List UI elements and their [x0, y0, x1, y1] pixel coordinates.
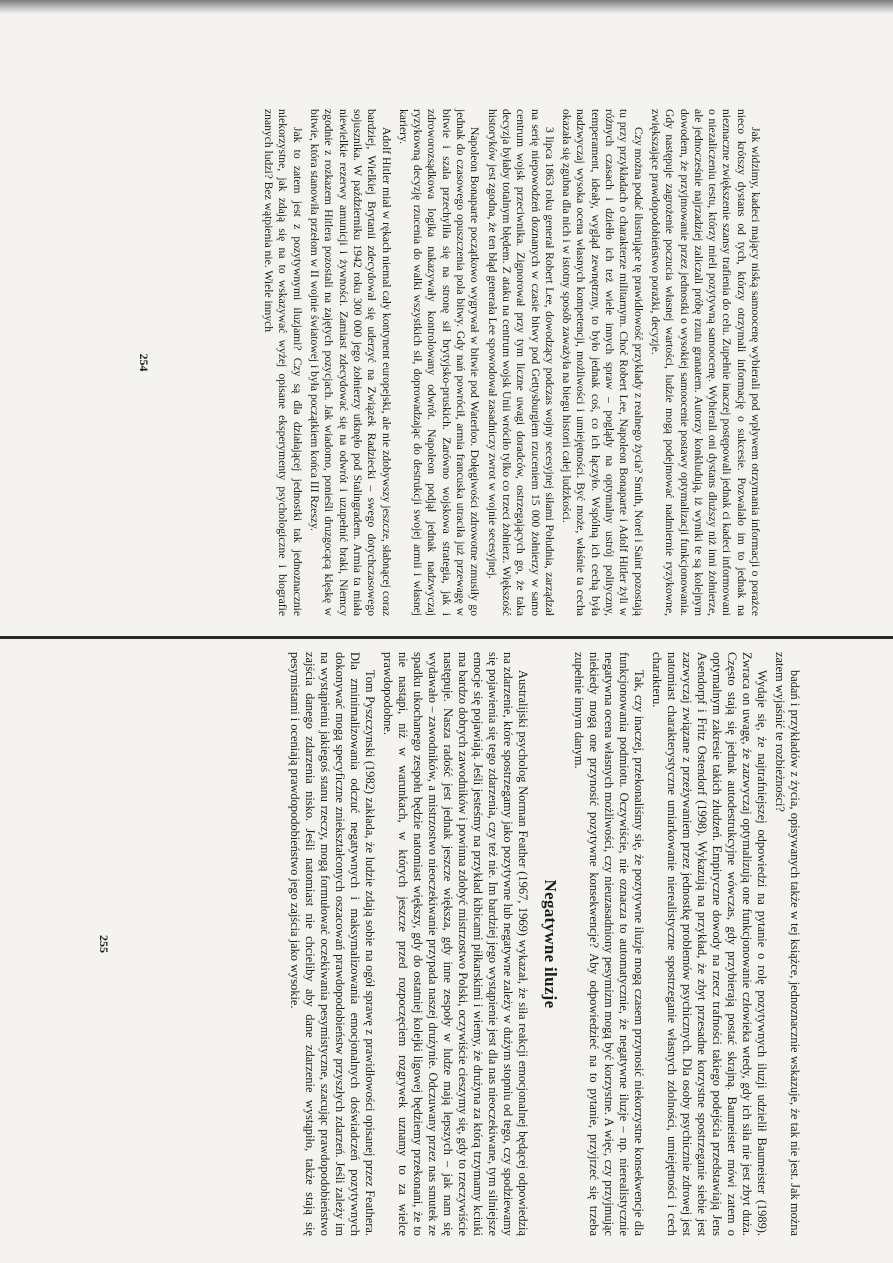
page-255 [88, 648, 808, 1240]
paragraph: Wydaje się, że najtrafniejszej odpowiedzi na pytanie o rolę pozytywnych iluzji udzielił Baumeister (1989). Zwraca on uwagę, że zazwyczaj optymalizują one funkcjonowanie człowieka wtedy, gdy ich siła nie jest zbyt duża. Często stają się jednak autodestrukcyjne wówczas, gdy przybierają postać skrajną. Baumeister mówi zatem o optymalnym zakresie takich złudzeń. Empiryczne dowody na rzecz trafności takiego podejścia przedstawiają Jens Asendorpf i Fritz Ostendorf (1998). Wykazują na przykład, że zbyt przesadne korzystne spostrzeganie siebie jest zazwyczaj związane z przeżywaniem przez jednostkę problemów psychicznych. Dla osoby psychicznie zdrowej jest natomiast charakterystyczne umiarkowanie nierealistyczne spostrzeganie własnych zdolności, umiejętności i cech charakteru. [650, 652, 769, 1236]
page-254 [128, 105, 768, 620]
paragraph: Tak, czy inaczej, przekonaliśmy się, że pozytywne iluzje mogą czasem przynosić niekorzystne konsekwencje dla funkcjonowania podmiotu. Oczywiście, nie oznacza to automatycznie, że negatywne iluzje – np. nierealistycznie negatywna ocena własnych możliwości, czy nieuzasadniony pesymizm mogą być korzystne. A więc, czy przyjmując niekiedy mogą one przynosić pozytywne konsekwencje? Aby odpowiedzieć na to pytanie, przyjrzeć się trzeba zupełnie innym danym. [572, 652, 646, 1236]
paragraph: Australijski psycholog Norman Feather (1967, 1969) wykazał, że siła reakcji emocjonalnej będącej odpowiedzią na zdarzenie, które spostrzegamy jako pozytywne lub negatywne zależy w dużym stopniu od tego, czy spodziewamy się pojawienia się tego zdarzenia, czy też nie. Im bardziej jego wystąpienie jest dla nas nieoczekiwane, tym silniejsze emocje się pojawiają. Jeśli jesteśmy na przykład kibicami piłkarskimi i wiemy, że drużyna za którą trzymamy kciuki ma bardzo dobrych zawodników i powinna zdobyć mistrzostwo Polski, oczywiście cieszymy się, gdy to rzeczywiście następuje. Nasza radość jest jednak jeszcze większa, gdy inne zespoły w ludze mają lepszych – jak nam się wydawało – zawodników, a mistrzostwo nieoczekiwanie przypada naszej drużynie. Odczuwany przez nas smutek ze spadku ukochanego zespołu będzie natomiast większy, gdy do ostatniej kolejki ligowej będziemy przekonani, że to nie nastąpi, niż w warunkach, w których jeszcze przed rozpoczęciem rozgrywek uznamy to za wielce prawdopodobne. [381, 652, 530, 1236]
page-number: 254 [137, 353, 151, 372]
paragraph: Jak to zatem jest z pozytywnymi iluzjami? Czy są dla działającej jednostki tak jednoznacznie niekorzystne, jak zdają się na to wskazywać wyżej opisane eksperymenty psychologiczne i biografie znanych ludzi? Bez wątpienia nie. Wiele innych [262, 109, 304, 616]
section-heading: Negatywne iluzje [541, 879, 560, 1009]
paragraph: Adolf Hitler miał w rękach niemal cały kontynent europejski, ale nie zdobywszy jeszcze, słabnącej coraz bardziej, Wielkiej Brytanii zdecydował się uderzyć na Związek Radziecki – swego dotychczasowego sojusznika. W październiku 1942 roku 300 000 jego żołnierzy utknęło pod Stalingradem. Armia ta miała niewielkie rezerwy amunicji i żywności. Zamiast zdecydować się na odwrót i uzupełnić braki, Niemcy zgodnie z rozkazem Hitlera pozostali na zajętych pozycjach. Jak wiadomo, ponieśli druzgocącą klęskę w bitwie, która stanowiła przełom w II wojnie światowej i była początkiem końca III Rzeszy. [308, 109, 393, 616]
paragraph: Czy można podać ilustrujące tę prawidłowość przykłady z realnego życia? Smith, Norel i Saint pozostają tu przy przykładach o charakterze militarnym. Choć Robert Lee, Napoleon Bonaparte i Adolf Hitler żyli w różnych czasach i dziełło ich też wiele innych spraw – poglądy na optymalny ustrój polityczny, temperament, ideały, wygląd zewnętrzny, to było jednak coś, co ich łączyło. Wspólną ich cechą była nadzwyczaj wysoka ocena własnych kompetencji, możliwości i umiejętności. Być może, właśnie ta cecha okazała się zgubna dla nich i w istotny sposób zaważyła na biegu historii całej ludzkości. [560, 109, 645, 616]
paragraph: Napoleon Bonaparte początkowo wygrywał w bitwie pod Waterloo. Dołęgiwości zdrowotne zmusiły go jednak do czasowego opuszczenia pola bitwy. Gdy nań powrócił, armia francuska utraciła już przewagę w bitwie i szala przechyliła się na stronę sił brytyjsko-pruskich. Zarówno wojskowa strategia, jak i zdroworozsądkowa logika nakazywały kontrolowany odwrót. Napoleon podjął jednak nadzwyczaj ryzykowną decyzję rzucenia do walki wszystkich sił, doprowadzając do destrukcji swojej armii i własnej kariery. [396, 109, 482, 616]
page-divider [0, 636, 893, 639]
paragraph: Jak widzimy, kadeci mający niską samoocenę wybierali pod wpływem otrzymania informacji o porażce nieco krótszy dystans od tych, którzy otrzymali informację o sukcesie. Pozwalało im to jednak na nieznaczne zwiększenie szansy trafienia do celu. Zupełnie inaczej postępowali jednak ci kadeci informowani o niezaliczeniu testu, którzy mieli pozytywną samoocenę. Wybierali oni dystans dłuższy niż inni żołnierze, ale jednocześnie najrzadziej zaliczali próbę rzutu granatem. Autorzy konkludują, iż wyniki te są kolejnym dowodem, że przyjmowanie przez jednostki o wysokiej samoocenie postawy optymalizacji funkcjonowania. Gdy następuje zagrożenie poczucia własnej wartości, ludzie mogą podejmować nadmiernie ryzykowne, zwiększające prawdopodobieństwo porażki, decyzje. [648, 109, 762, 616]
paragraph: Tom Pyszczynski (1982) zakłada, że ludzie zdają sobie na ogół sprawę z prawidłowości opisanej przez Feathera. Dla zminimalizowania odczuć negatywnych i maksymalizowania emocjonalnych doświadczeń pozytywnych dokonywać mogą specyficzne zniekształconych oszacowań prawdopodobieństw przyszłych zdarzeń. Jeśli zależy im na wystąpieniu jakiegoś stanu rzeczy, mogą formułować oczekiwania pesymistyczne, szacując prawdopodobieństwo zajścia danego zdarzenia nisko. Jeśli natomiast nie chcieliby aby dane zdarzenie wystąpiło, także stają się pesymistami i oceniają prawdopodobieństwo jego zajścia jako wysokie. [288, 652, 377, 1236]
page-number: 255 [97, 935, 111, 953]
scan-edge [0, 0, 893, 14]
paragraph: badań i przykładów z życia, opisywanych także w tej książce, jednoznacznie wskazuje, że tak nie jest. Jak można zatem wyjaśnić te rozbieżności? [773, 652, 802, 1236]
paragraph: 3 lipca 1863 roku generał Robert Lee, dowodzący podczas wojny secesyjnej siłami Południa, zarządzał na serię niepowodzeń doznanych w czasie bitwy pod Gettysburgiem rzuceniem 15 000 żołnierzy w samo centrum wojsk przeciwnika. Zignorował przy tym liczne uwagi doradców, ostrzegających go, że taka decyzja byłaby totalnym błędem. Z ataku na centrum wojsk Unii wróciło tylko co trzeci żołnierz. Większość historyków jest zgodna, że ten błąd generała Lee spowodował zasadniczy zwrot w wojnie secesyjnej. [485, 109, 556, 616]
